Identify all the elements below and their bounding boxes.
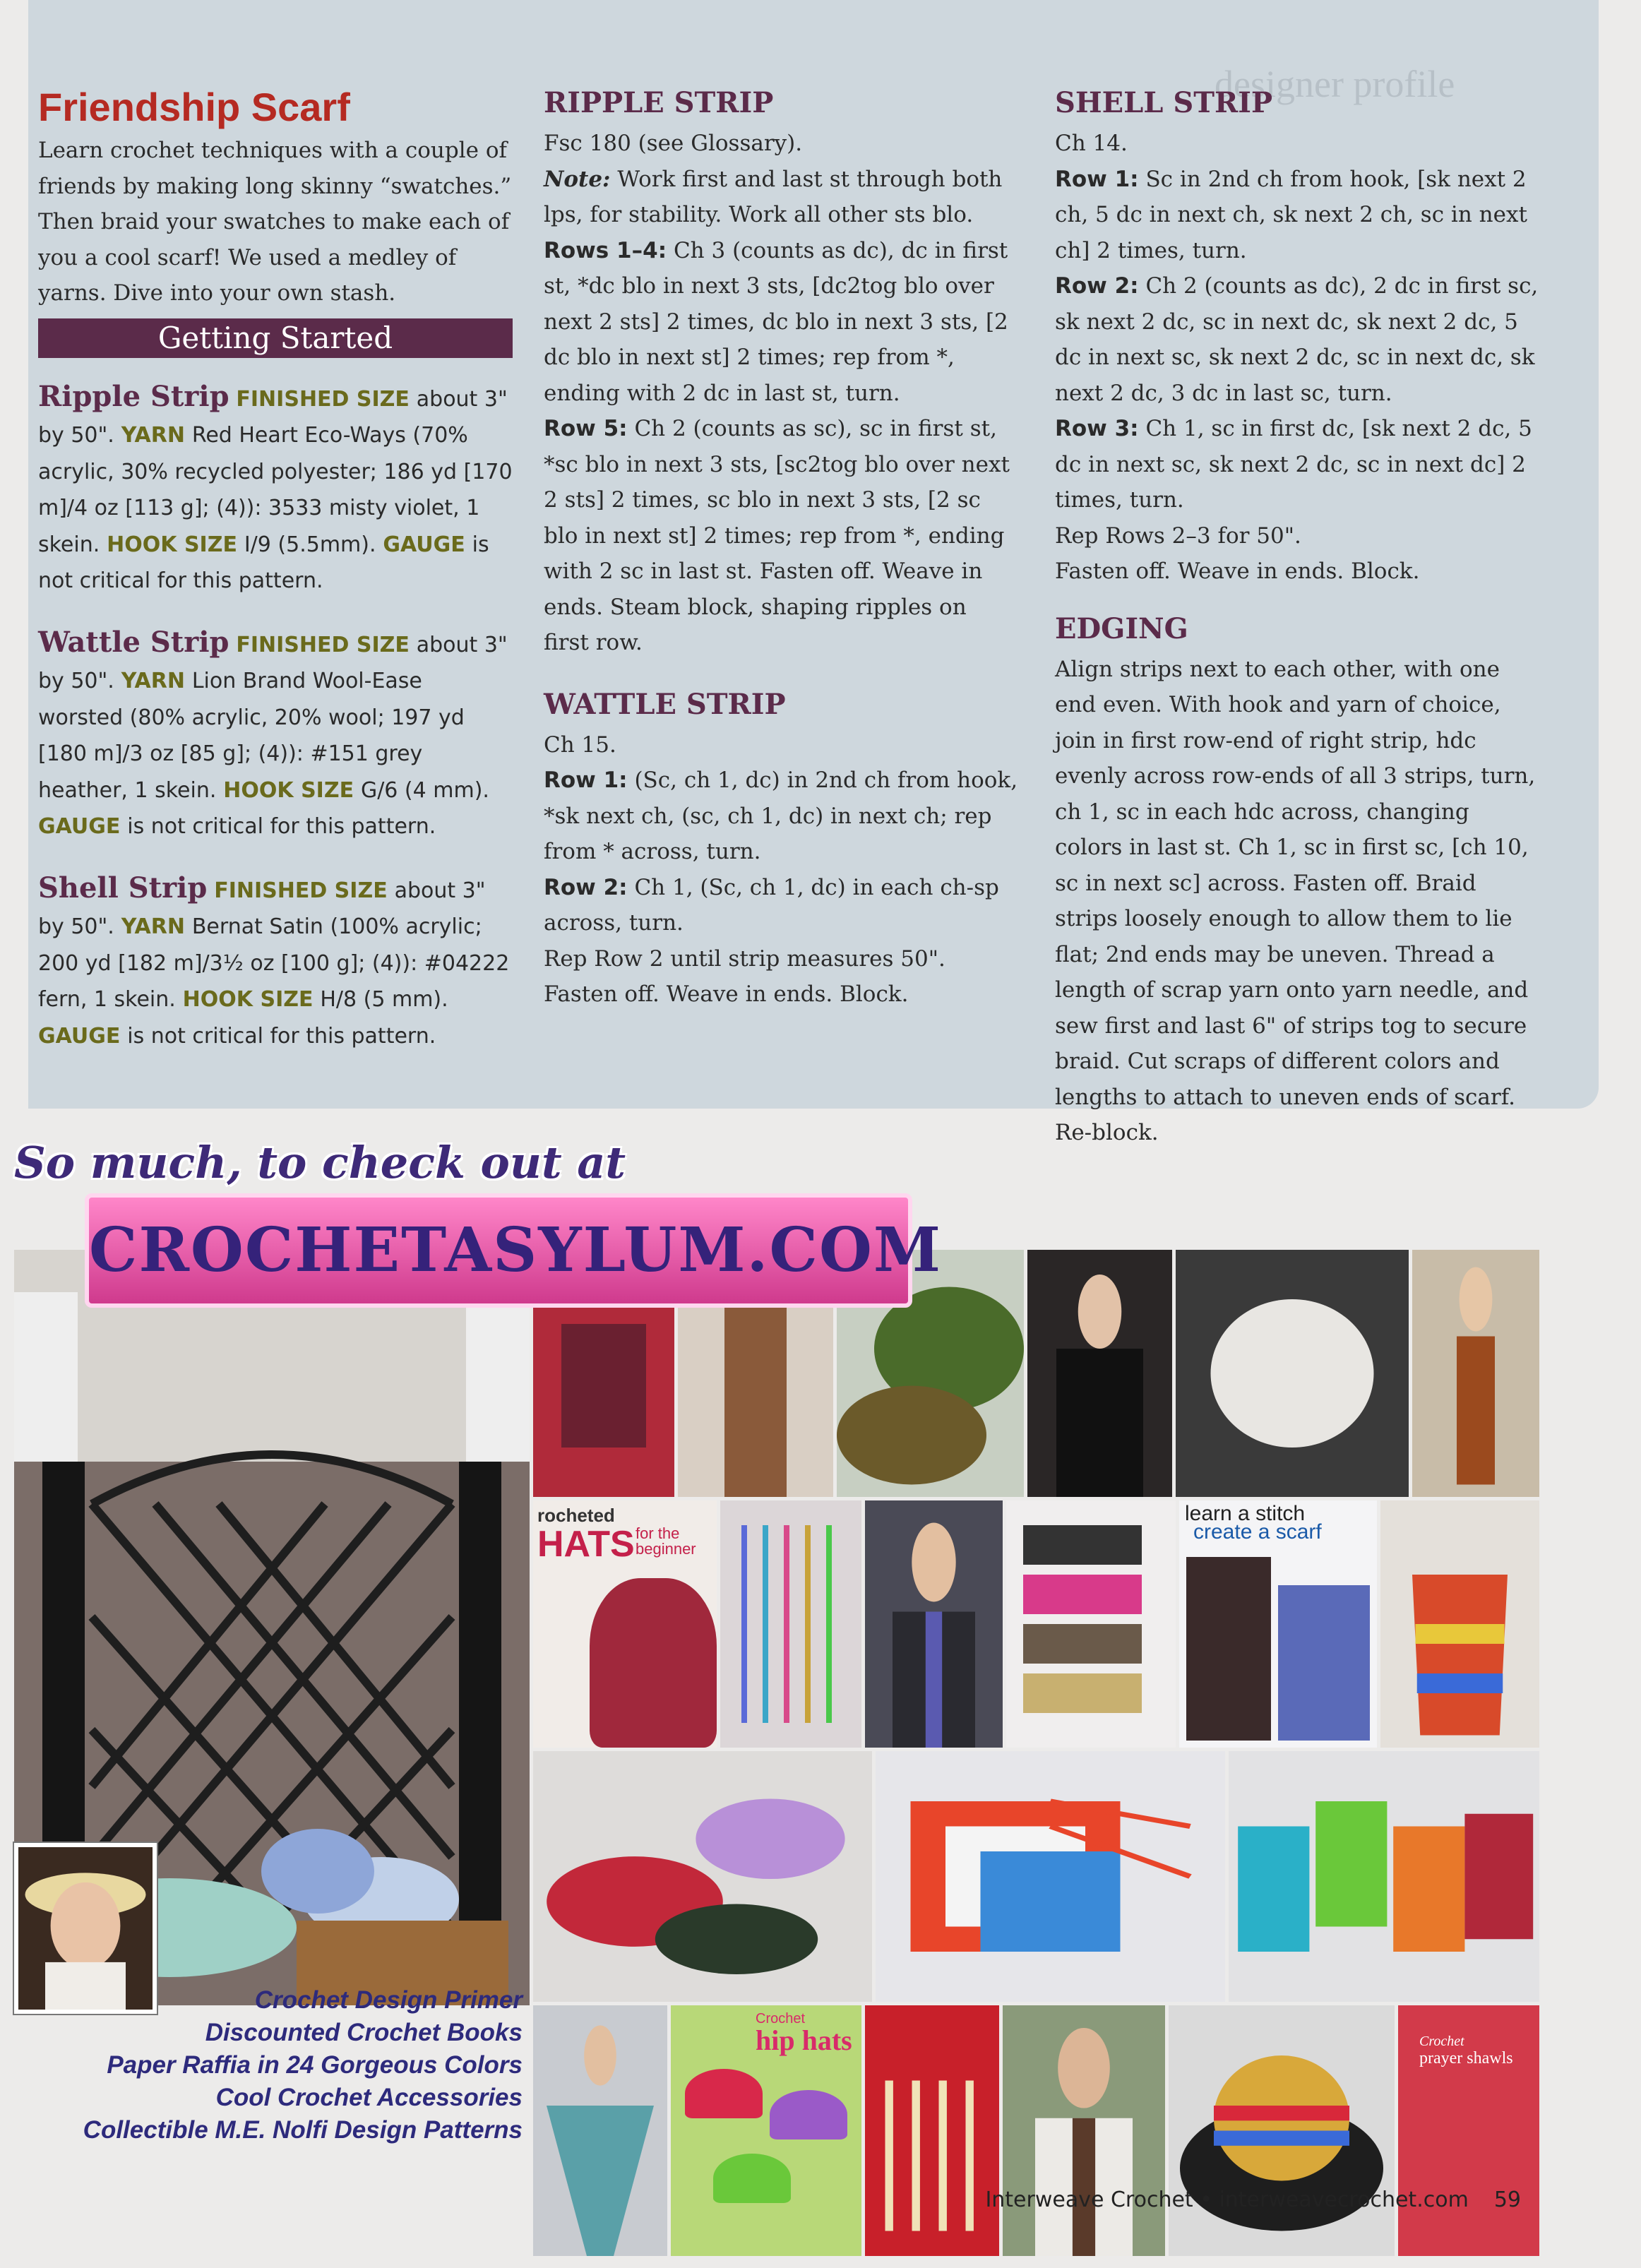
ad-tagline: So much, to check out at: [14, 1137, 626, 1188]
tile-striped-hat: [1169, 2005, 1395, 2256]
tile-raffia-bag: [876, 1751, 1225, 2002]
tile-hook-cases: [1229, 1751, 1539, 2002]
ripple-foundation: Fsc 180 (see Glossary).: [544, 131, 803, 156]
ripple-heading: RIPPLE STRIP: [544, 86, 774, 119]
tile-hats-book: rocheted HATS for the beginner: [533, 1500, 717, 1748]
ripple-rows-1-4: Rows 1–4: Ch 3 (counts as dc), dc in first st, *dc blo in next 3 sts, [dc2tog blo over next 2 sts] 2 times, dc blo in next 3 sts, [2 dc blo in next st] 2 times; rep from *, ending with 2 dc in last st, turn.: [544, 237, 1008, 406]
ad-feature-item: Crochet Design Primer: [254, 1986, 523, 2014]
wattle-heading: WATTLE STRIP: [544, 687, 786, 721]
intro-text: Learn crochet techniques with a couple of friends by making long skinny “swatches.” Then braid your swatches to make each of you a cool scarf! We used a medley of yarns. Dive into your own stash.: [38, 138, 512, 306]
ghost-header: designer profile: [1215, 63, 1455, 105]
ripple-row-5: Row 5: Ch 2 (counts as sc), sc in first st, *sc blo in next 3 sts, [sc2tog blo over next 2 sts] 2 times, sc blo in next 3 sts, [2 sc blo in next st] 2 times; rep from *, ending with 2 sc in last st. Fasten off. Weave in ends. Steam block, shaping ripples on first row.: [544, 416, 1010, 655]
ad-feature-list: [28, 1984, 523, 2147]
wattle-row-1: Row 1: (Sc, ch 1, dc) in 2nd ch from hook, *sk next ch, (sc, ch 1, dc) in next ch; rep from * across, turn.: [544, 768, 1018, 864]
crochet-asylum-ad: [14, 1137, 1539, 2147]
shell-row-1: Row 1: Sc in 2nd ch from hook, [sk next 2 ch, 5 dc in next ch, sk next 2 ch, sc in next ch] 2 times, turn.: [1055, 166, 1527, 263]
footer-publication: Interweave Crochet • interweavecrochet.com: [985, 2188, 1469, 2212]
ad-feature-item: Paper Raffia in 24 Gorgeous Colors: [107, 2051, 523, 2079]
tile-striped-bag: [1380, 1500, 1539, 1748]
page-footer: [985, 2188, 1521, 2212]
ripple-note: Note: Work first and last st through both lps, for stability. Work all other sts blo.: [544, 166, 1003, 227]
shell-repeat: Rep Rows 2–3 for 50".: [1055, 523, 1301, 549]
shell-row-3: Row 3: Ch 1, sc in first dc, [sk next 2 dc, 5 dc in next sc, sk next 2 dc, sc in next dc] 2 times, turn.: [1055, 416, 1532, 513]
wattle-chain: Ch 15.: [544, 732, 616, 758]
article-title: Friendship Scarf: [38, 85, 350, 129]
tile-man-scarf: [865, 1500, 1003, 1748]
tile-stitch-book: learn a stitch create a scarf: [1179, 1500, 1377, 1748]
column-shell-edging: [1055, 85, 1542, 1151]
tile-prayer-shawls-book: Crochet prayer shawls: [1398, 2005, 1539, 2256]
ad-feature-item: Collectible M.E. Nolfi Design Patterns: [83, 2116, 523, 2144]
shell-row-2: Row 2: Ch 2 (counts as dc), 2 dc in first sc, sk next 2 dc, sc in next dc, sk next 2 dc, 5 dc in next sc, sk next 2 dc, sc in next dc, sk next 2 dc, 3 dc in last sc, turn.: [1055, 273, 1539, 406]
edging-text: Align strips next to each other, with one end even. With hook and yarn of choice, join in first row-end of right strip, hdc evenly across row-ends of all 3 strips, turn, ch 1, sc in each hdc across, changing colors in last st. Ch 1, sc in first sc, [ch 10, sc in next sc] across. Fasten off. Braid strips loosely enough to allow them to lie flat; 2nd ends may be uneven. Thread a length of scrap yarn onto yarn needle, and sew first and last 6" of strips tog to secure braid. Cut scraps of different colors and lengths to attach to uneven ends of scarf. Re-block.: [1055, 656, 1536, 1145]
tile-brimmed-hats: [533, 1751, 872, 2002]
shell-heading: SHELL STRIP: [1055, 86, 1273, 119]
tile-white-hat: [1176, 1250, 1409, 1497]
shell-finish: Fasten off. Weave in ends. Block.: [1055, 559, 1420, 584]
wattle-repeat: Rep Row 2 until strip measures 50".: [544, 945, 945, 972]
tile-lace-shawl: [533, 2005, 667, 2256]
wattle-materials: Wattle Strip FINISHED SIZE about 3" by 50". YARN Lion Brand Wool-Ease worsted (80% acrylic, 20% wool; 197 yd [180 m]/3 oz [85 g]; (4)): #151 grey heather, 1 skein. HOOK SIZE G/6 (4 mm). GAUGE is not critical for this pattern.: [38, 625, 508, 839]
shell-chain: Ch 14.: [1055, 131, 1128, 156]
column-intro: [38, 85, 513, 1054]
tile-black-jacket: [1027, 1250, 1172, 1497]
ad-website-link[interactable]: CROCHETASYLUM.COM: [85, 1193, 912, 1308]
ripple-materials: Ripple Strip FINISHED SIZE about 3" by 50". YARN Red Heart Eco-Ways (70% acrylic, 30% recycled polyester; 186 yd [170 m]/4 oz [113 g]; (4)): 3533 misty violet, 1 skein. HOOK SIZE I/9 (5.5mm). GAUGE is not critical for this pattern.: [38, 379, 513, 593]
tile-brown-scarf: [1412, 1250, 1539, 1497]
wattle-finish: Fasten off. Weave in ends. Block.: [544, 981, 909, 1007]
getting-started-bar: Getting Started: [38, 318, 513, 358]
ad-feature-item: Discounted Crochet Books: [205, 2019, 523, 2046]
tile-crochet-hooks: [720, 1500, 861, 1748]
page-number: 59: [1493, 2188, 1521, 2212]
column-ripple-wattle: [544, 85, 1018, 1013]
wattle-row-2: Row 2: Ch 1, (Sc, ch 1, dc) in each ch-sp across, turn.: [544, 874, 999, 936]
tile-hook-set: [865, 2005, 999, 2256]
ad-feature-item: Cool Crochet Accessories: [215, 2084, 523, 2111]
shell-materials: Shell Strip FINISHED SIZE about 3" by 50". YARN Bernat Satin (100% acrylic; 200 yd [182 m]/3½ oz [100 g]; (4)): #04222 fern, 1 skein. HOOK SIZE H/8 (5 mm). GAUGE is not critical for this pattern.: [38, 871, 510, 1049]
tile-man-striped-scarf: [1003, 2005, 1165, 2256]
tile-hip-hats-book: Crochet hip hats: [671, 2005, 861, 2256]
edging-heading: EDGING: [1055, 611, 1188, 645]
tile-swatches: [1006, 1500, 1176, 1748]
